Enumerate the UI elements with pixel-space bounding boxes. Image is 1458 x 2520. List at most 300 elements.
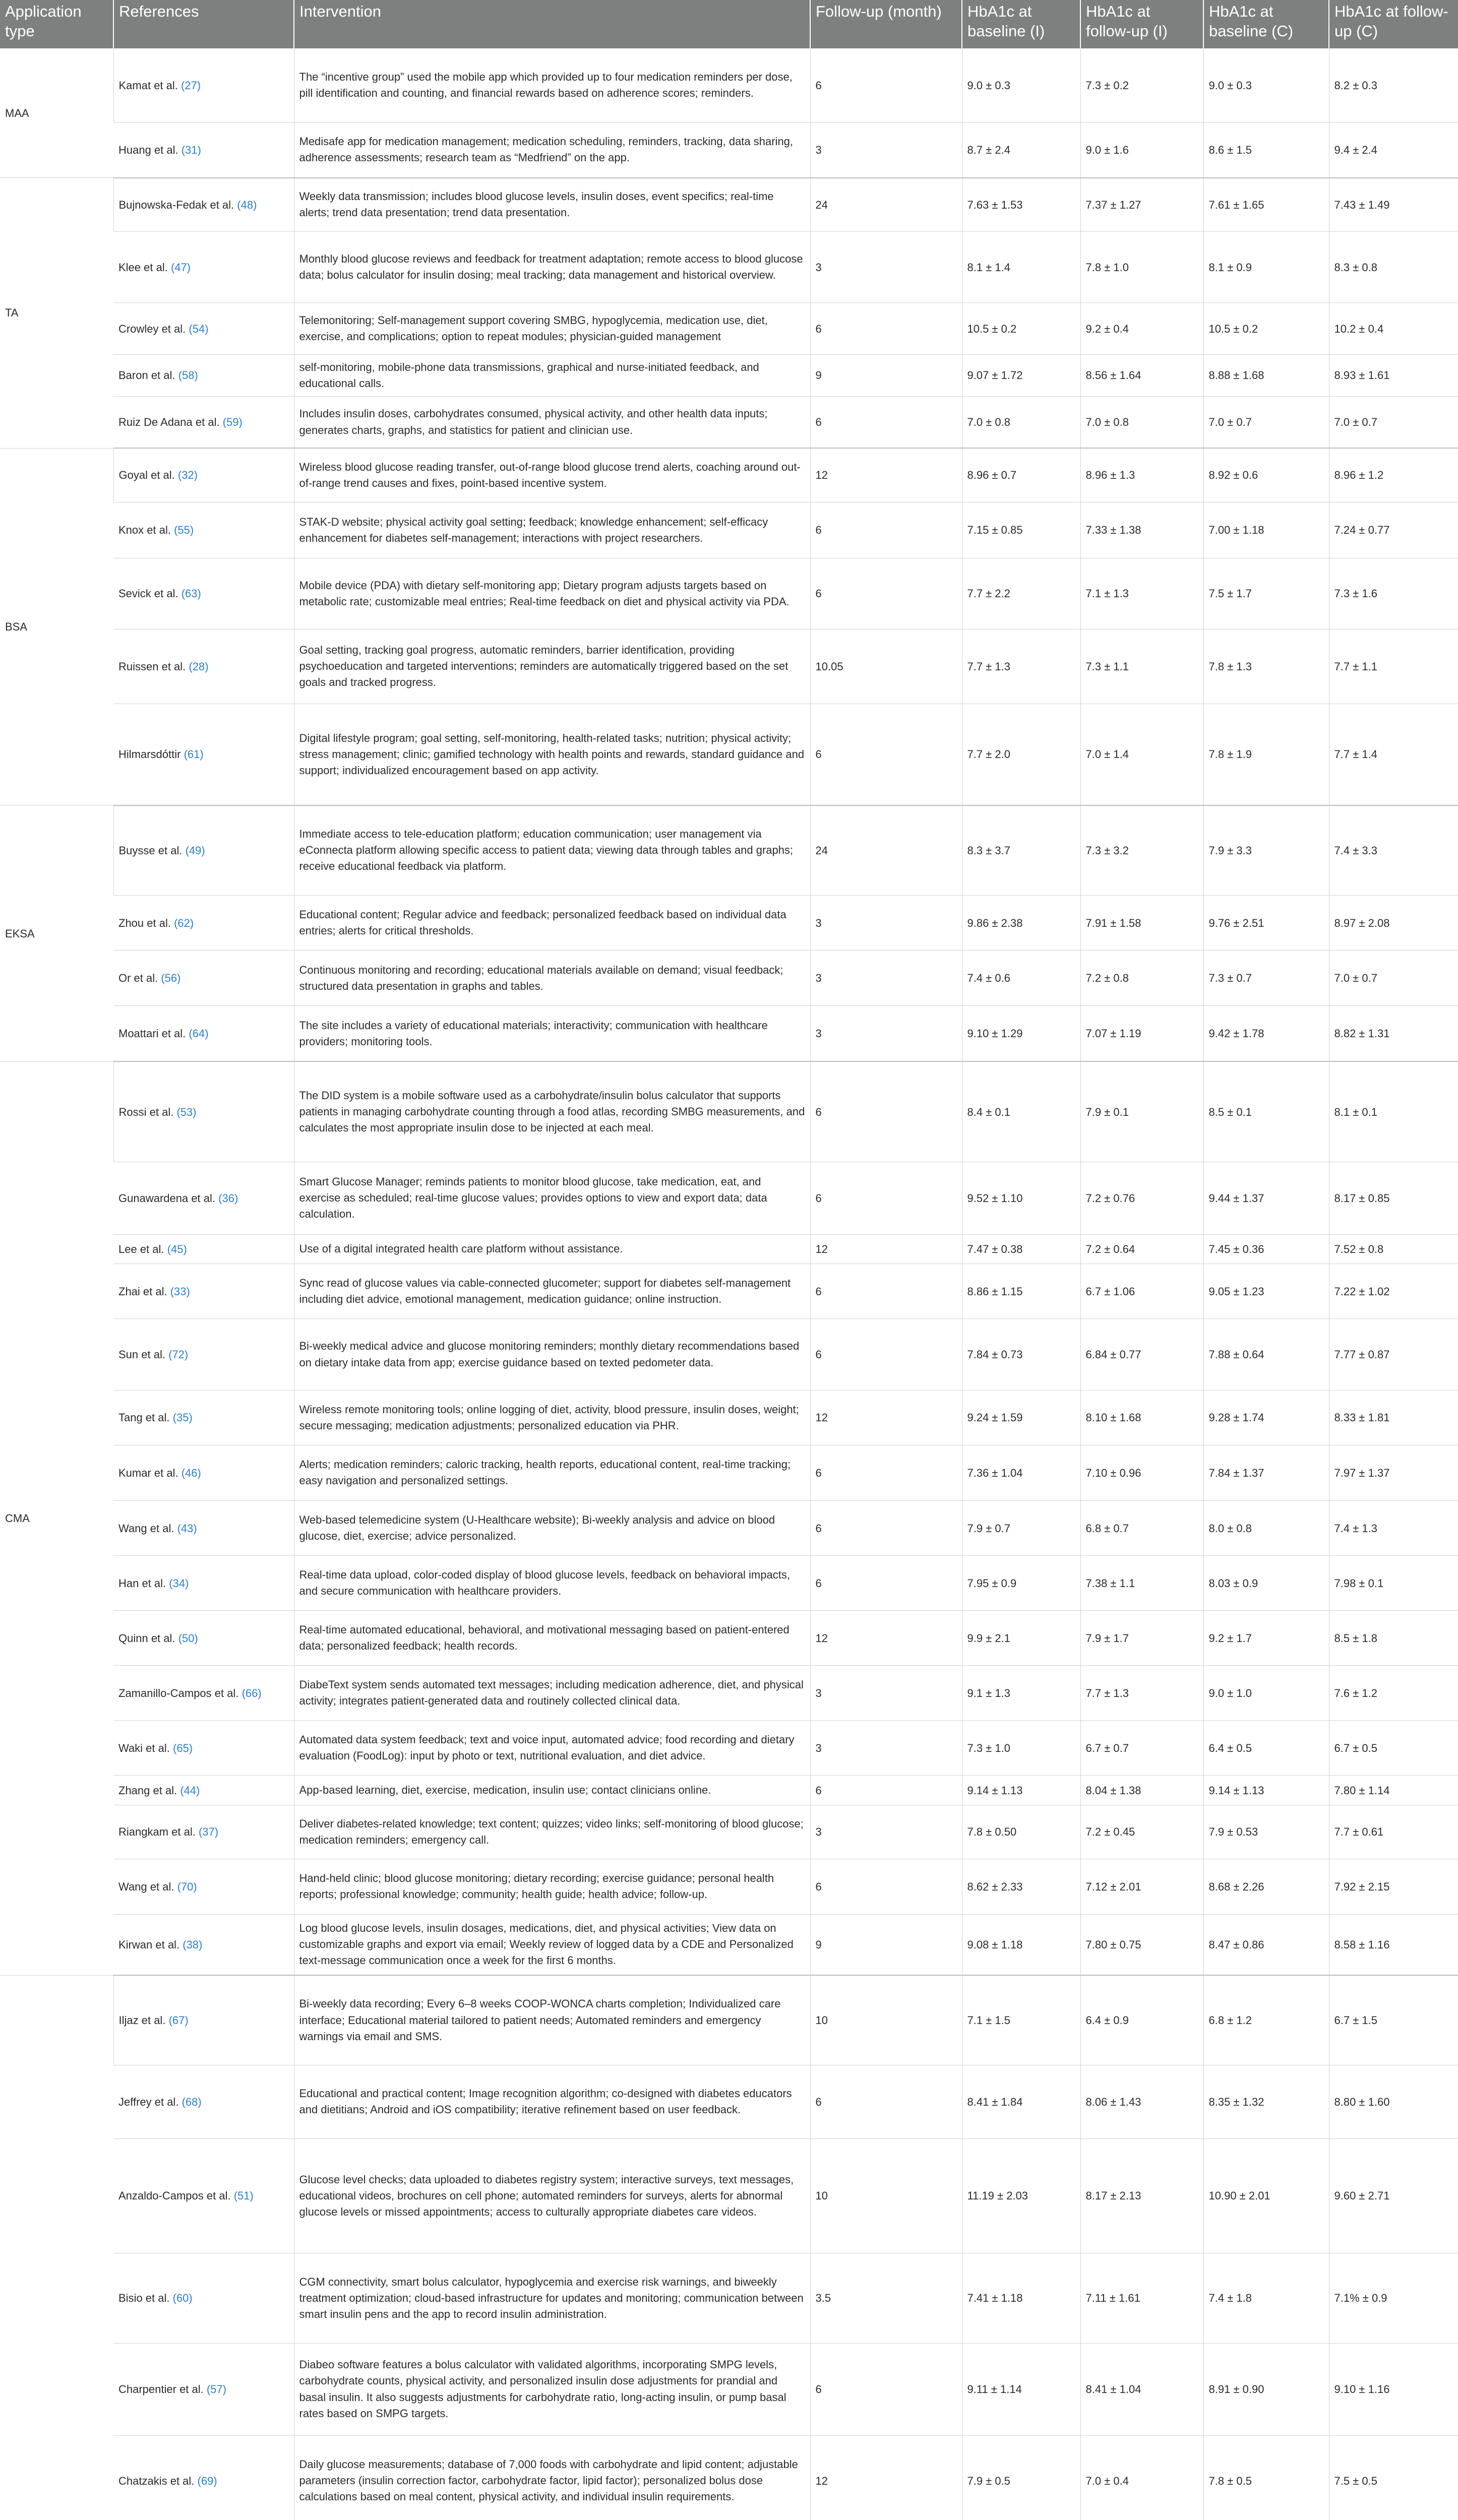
hba1c-followup-c-cell: 7.92 ± 2.15	[1329, 1859, 1458, 1914]
reference-name: Baron et al.	[118, 369, 175, 382]
table-row	[0, 2343, 1458, 2435]
table-row	[0, 2065, 1458, 2139]
application-type-cell: EKSA	[0, 805, 113, 1061]
intervention-cell: Alerts; medication reminders; caloric tracking, health reports, educational content, real-time tracking; easy navigation and personalized settings.	[294, 1445, 810, 1501]
hba1c-followup-c-cell: 7.22 ± 1.02	[1329, 1264, 1458, 1319]
hba1c-baseline-i-cell: 7.7 ± 2.0	[962, 704, 1080, 805]
hba1c-followup-i-cell: 6.8 ± 0.7	[1080, 1500, 1203, 1556]
reference-name: Riangkam et al.	[118, 1825, 196, 1839]
follow-up-cell: 6	[810, 2343, 962, 2435]
reference-number: (61)	[184, 748, 204, 761]
application-type-cell: TA	[0, 178, 113, 449]
hba1c-baseline-c-cell: 8.03 ± 0.9	[1203, 1556, 1329, 1610]
follow-up-cell: 12	[810, 1234, 962, 1264]
reference-name: Hilmarsdóttir	[118, 748, 181, 761]
hba1c-followup-i-cell: 8.41 ± 1.04	[1080, 2343, 1203, 2435]
hba1c-baseline-i-cell: 8.41 ± 1.84	[962, 2065, 1080, 2139]
hba1c-baseline-c-cell: 7.9 ± 3.3	[1203, 805, 1329, 895]
hba1c-followup-c-cell: 8.17 ± 0.85	[1329, 1162, 1458, 1234]
hba1c-baseline-c-cell: 9.0 ± 0.3	[1203, 48, 1329, 122]
hba1c-followup-c-cell: 7.4 ± 1.3	[1329, 1500, 1458, 1556]
hba1c-followup-i-cell: 7.12 ± 2.01	[1080, 1859, 1203, 1914]
application-type-cell: BSA	[0, 448, 113, 805]
reference-name: Crowley et al.	[118, 322, 186, 335]
hba1c-followup-c-cell: 8.80 ± 1.60	[1329, 2065, 1458, 2139]
reference-cell	[113, 1859, 294, 1914]
reference-number: (55)	[174, 524, 194, 537]
header-hba1c-baseline-c: HbA1c at baseline (C)	[1203, 0, 1329, 48]
hba1c-followup-c-cell: 7.0 ± 0.7	[1329, 396, 1458, 448]
hba1c-followup-i-cell: 8.96 ± 1.3	[1080, 448, 1203, 502]
reference-cell	[113, 1445, 294, 1501]
reference-name: Huang et al.	[118, 143, 178, 156]
hba1c-baseline-c-cell: 8.5 ± 0.1	[1203, 1061, 1329, 1162]
follow-up-cell: 3	[810, 1720, 962, 1776]
intervention-cell: Real-time automated educational, behavioral, and motivational messaging based on patient-entered data; personalized feedback; health records.	[294, 1610, 810, 1666]
hba1c-followup-i-cell: 7.0 ± 0.4	[1080, 2435, 1203, 2520]
hba1c-baseline-c-cell: 9.05 ± 1.23	[1203, 1264, 1329, 1319]
header-hba1c-followup-c: HbA1c at follow-up (C)	[1329, 0, 1458, 48]
hba1c-baseline-i-cell: 7.15 ± 0.85	[962, 502, 1080, 558]
table-row	[0, 232, 1458, 303]
reference-cell	[113, 448, 294, 502]
reference-cell	[113, 1610, 294, 1666]
reference-name: Iljaz et al.	[118, 2014, 166, 2027]
reference-cell	[113, 396, 294, 448]
hba1c-baseline-c-cell: 9.42 ± 1.78	[1203, 1006, 1329, 1062]
reference-cell	[113, 951, 294, 1006]
reference-cell	[113, 2435, 294, 2520]
follow-up-cell: 3	[810, 1805, 962, 1859]
reference-cell	[113, 629, 294, 704]
hba1c-baseline-c-cell: 8.0 ± 0.8	[1203, 1500, 1329, 1556]
follow-up-cell: 6	[810, 1776, 962, 1805]
table-row	[0, 1776, 1458, 1805]
intervention-cell: DiabeText system sends automated text messages; including medication adherence, diet, and physical activity; integrates patient-generated data and routinely collected clinical data.	[294, 1666, 810, 1720]
follow-up-cell: 9	[810, 1914, 962, 1975]
intervention-cell: Goal setting, tracking goal progress, automatic reminders, barrier identification, providing psychoeducation and targeted interventions; reminders are automatically triggered based on the set goals and tracked progress.	[294, 629, 810, 704]
reference-cell	[113, 303, 294, 355]
hba1c-baseline-c-cell: 6.4 ± 0.5	[1203, 1720, 1329, 1776]
reference-name: Or et al.	[118, 972, 158, 985]
hba1c-followup-i-cell: 7.8 ± 1.0	[1080, 232, 1203, 303]
hba1c-baseline-c-cell: 8.68 ± 2.26	[1203, 1859, 1329, 1914]
reference-cell	[113, 122, 294, 178]
table-row	[0, 178, 1458, 232]
hba1c-baseline-c-cell: 9.44 ± 1.37	[1203, 1162, 1329, 1234]
table-row	[0, 1914, 1458, 1975]
hba1c-followup-c-cell: 8.82 ± 1.31	[1329, 1006, 1458, 1062]
reference-cell	[113, 1776, 294, 1805]
follow-up-cell: 12	[810, 448, 962, 502]
reference-name: Anzaldo-Campos et al.	[118, 2189, 231, 2202]
hba1c-followup-i-cell: 7.11 ± 1.61	[1080, 2253, 1203, 2343]
reference-number: (64)	[189, 1027, 209, 1040]
reference-number: (35)	[172, 1411, 193, 1424]
hba1c-followup-c-cell: 6.7 ± 0.5	[1329, 1720, 1458, 1776]
hba1c-followup-c-cell: 8.2 ± 0.3	[1329, 48, 1458, 122]
reference-number: (46)	[181, 1466, 201, 1479]
reference-cell	[113, 1006, 294, 1062]
intervention-cell: self-monitoring, mobile-phone data transmissions, graphical and nurse-initiated feedback, and educational calls.	[294, 354, 810, 396]
hba1c-followup-c-cell: 7.43 ± 1.49	[1329, 178, 1458, 232]
hba1c-followup-i-cell: 8.10 ± 1.68	[1080, 1390, 1203, 1445]
hba1c-baseline-i-cell: 9.86 ± 2.38	[962, 895, 1080, 951]
follow-up-cell: 6	[810, 2065, 962, 2139]
hba1c-baseline-i-cell: 8.86 ± 1.15	[962, 1264, 1080, 1319]
hba1c-followup-c-cell: 8.33 ± 1.81	[1329, 1390, 1458, 1445]
reference-cell	[113, 2065, 294, 2139]
reference-number: (27)	[181, 79, 201, 92]
hba1c-followup-c-cell: 8.93 ± 1.61	[1329, 354, 1458, 396]
hba1c-baseline-i-cell: 7.47 ± 0.38	[962, 1234, 1080, 1264]
table-row	[0, 704, 1458, 805]
follow-up-cell: 3.5	[810, 2253, 962, 2343]
table-row	[0, 1061, 1458, 1162]
reference-number: (67)	[168, 2014, 189, 2027]
intervention-cell: Immediate access to tele-education platform; education communication; user management via eConnecta platform allowing specific access to patient data; viewing data through tables and graphs; receive educational feedback via platform.	[294, 805, 810, 895]
follow-up-cell: 6	[810, 303, 962, 355]
hba1c-baseline-c-cell: 10.5 ± 0.2	[1203, 303, 1329, 355]
intervention-cell: Digital lifestyle program; goal setting, self-monitoring, health-related tasks; nutrition; physical activity; stress management; clinic; gamified technology with health points and rewards, standard guidance and support; individualized encouragement based on app activity.	[294, 704, 810, 805]
hba1c-followup-i-cell: 7.10 ± 0.96	[1080, 1445, 1203, 1501]
reference-number: (65)	[173, 1741, 193, 1754]
reference-name: Rossi et al.	[118, 1105, 174, 1118]
table-row	[0, 1390, 1458, 1445]
reference-number: (59)	[222, 416, 242, 429]
follow-up-cell: 6	[810, 1556, 962, 1610]
reference-cell	[113, 354, 294, 396]
reference-name: Bisio et al.	[118, 2292, 170, 2305]
application-type-cell	[0, 1975, 113, 2520]
reference-cell	[113, 1264, 294, 1319]
hba1c-followup-c-cell: 8.96 ± 1.2	[1329, 448, 1458, 502]
hba1c-baseline-c-cell: 7.8 ± 1.3	[1203, 629, 1329, 704]
reference-number: (33)	[170, 1285, 190, 1298]
application-type-cell: CMA	[0, 1061, 113, 1975]
follow-up-cell: 6	[810, 558, 962, 629]
reference-number: (56)	[161, 972, 181, 985]
hba1c-baseline-c-cell: 7.8 ± 0.5	[1203, 2435, 1329, 2520]
follow-up-cell: 3	[810, 122, 962, 178]
follow-up-cell: 3	[810, 951, 962, 1006]
table-row	[0, 1319, 1458, 1390]
table-row	[0, 2253, 1458, 2343]
follow-up-cell: 6	[810, 1445, 962, 1501]
hba1c-baseline-c-cell: 8.35 ± 1.32	[1203, 2065, 1329, 2139]
intervention-cell: Includes insulin doses, carbohydrates consumed, physical activity, and other health data inputs; generates charts, graphs, and statistics for patient and clinician use.	[294, 396, 810, 448]
hba1c-baseline-c-cell: 7.9 ± 0.53	[1203, 1805, 1329, 1859]
hba1c-baseline-c-cell: 9.14 ± 1.13	[1203, 1776, 1329, 1805]
hba1c-baseline-i-cell: 9.10 ± 1.29	[962, 1006, 1080, 1062]
table-row	[0, 951, 1458, 1006]
follow-up-cell: 24	[810, 178, 962, 232]
hba1c-baseline-i-cell: 8.3 ± 3.7	[962, 805, 1080, 895]
reference-cell	[113, 1234, 294, 1264]
hba1c-baseline-i-cell: 8.62 ± 2.33	[962, 1859, 1080, 1914]
reference-number: (53)	[176, 1105, 197, 1118]
intervention-cell: Weekly data transmission; includes blood glucose levels, insulin doses, event specifics; real-time alerts; trend data presentation; trend data presentation.	[294, 178, 810, 232]
reference-number: (38)	[183, 1938, 203, 1951]
hba1c-followup-i-cell: 7.91 ± 1.58	[1080, 895, 1203, 951]
hba1c-followup-i-cell: 7.9 ± 1.7	[1080, 1610, 1203, 1666]
reference-cell	[113, 895, 294, 951]
hba1c-followup-c-cell: 6.7 ± 1.5	[1329, 1975, 1458, 2065]
hba1c-followup-i-cell: 7.1 ± 1.3	[1080, 558, 1203, 629]
hba1c-followup-c-cell: 7.24 ± 0.77	[1329, 502, 1458, 558]
hba1c-followup-c-cell: 7.5 ± 0.5	[1329, 2435, 1458, 2520]
table-row	[0, 1610, 1458, 1666]
hba1c-baseline-c-cell: 7.8 ± 1.9	[1203, 704, 1329, 805]
table-row	[0, 2138, 1458, 2253]
reference-name: Wang et al.	[118, 1522, 174, 1535]
hba1c-followup-i-cell: 7.2 ± 0.76	[1080, 1162, 1203, 1234]
intervention-cell: Smart Glucose Manager; reminds patients to monitor blood glucose, take medication, eat, and exercise as scheduled; real-time glucose values; provides options to view and export data; data calculation.	[294, 1162, 810, 1234]
reference-number: (72)	[168, 1348, 189, 1361]
hba1c-baseline-c-cell: 8.47 ± 0.86	[1203, 1914, 1329, 1975]
reference-number: (69)	[197, 2474, 217, 2487]
hba1c-baseline-c-cell: 10.90 ± 2.01	[1203, 2138, 1329, 2253]
follow-up-cell: 3	[810, 895, 962, 951]
hba1c-followup-c-cell: 7.98 ± 0.1	[1329, 1556, 1458, 1610]
header-row	[0, 0, 1458, 48]
reference-cell	[113, 1162, 294, 1234]
reference-number: (51)	[233, 2189, 254, 2202]
intervention-cell: STAK-D website; physical activity goal setting; feedback; knowledge enhancement; self-efficacy enhancement for diabetes self-management; interactions with project researchers.	[294, 502, 810, 558]
reference-name: Jeffrey et al.	[118, 2095, 179, 2108]
table-row	[0, 805, 1458, 895]
intervention-cell: Use of a digital integrated health care platform without assistance.	[294, 1234, 810, 1264]
follow-up-cell: 12	[810, 1390, 962, 1445]
intervention-cell: Deliver diabetes-related knowledge; text content; quizzes; video links; self-monitoring of blood glucose; medication reminders; emergency call.	[294, 1805, 810, 1859]
reference-number: (32)	[177, 469, 198, 482]
reference-name: Ruissen et al.	[118, 660, 186, 673]
follow-up-cell: 6	[810, 1061, 962, 1162]
hba1c-followup-c-cell: 9.4 ± 2.4	[1329, 122, 1458, 178]
hba1c-followup-c-cell: 8.97 ± 2.08	[1329, 895, 1458, 951]
table-row	[0, 1975, 1458, 2065]
hba1c-followup-i-cell: 7.0 ± 0.8	[1080, 396, 1203, 448]
hba1c-baseline-i-cell: 8.4 ± 0.1	[962, 1061, 1080, 1162]
reference-number: (57)	[206, 2383, 227, 2396]
hba1c-baseline-c-cell: 7.0 ± 0.7	[1203, 396, 1329, 448]
hba1c-followup-c-cell: 7.77 ± 0.87	[1329, 1319, 1458, 1390]
hba1c-baseline-i-cell: 9.14 ± 1.13	[962, 1776, 1080, 1805]
table-row	[0, 1234, 1458, 1264]
hba1c-followup-c-cell: 8.1 ± 0.1	[1329, 1061, 1458, 1162]
table-row	[0, 558, 1458, 629]
reference-number: (31)	[181, 143, 201, 156]
hba1c-baseline-i-cell: 9.08 ± 1.18	[962, 1914, 1080, 1975]
hba1c-baseline-c-cell: 7.61 ± 1.65	[1203, 178, 1329, 232]
follow-up-cell: 9	[810, 354, 962, 396]
reference-number: (70)	[177, 1880, 197, 1893]
hba1c-followup-i-cell: 7.3 ± 1.1	[1080, 629, 1203, 704]
intervention-cell: The DID system is a mobile software used as a carbohydrate/insulin bolus calculator that supports patients in managing carbohydrate counting through a food atlas, recording SMBG measurements, and calculates the most appropriate insulin dose to be injected at each meal.	[294, 1061, 810, 1162]
table-row	[0, 1805, 1458, 1859]
reference-cell	[113, 1720, 294, 1776]
intervention-cell: Educational and practical content; Image recognition algorithm; co-designed with diabetes educators and dietitians; Android and iOS compatibility; iterative refinement based on user feedback.	[294, 2065, 810, 2139]
hba1c-followup-c-cell: 7.6 ± 1.2	[1329, 1666, 1458, 1720]
hba1c-baseline-i-cell: 7.63 ± 1.53	[962, 178, 1080, 232]
reference-cell	[113, 1500, 294, 1556]
reference-number: (47)	[170, 261, 191, 274]
reference-name: Kirwan et al.	[118, 1938, 180, 1951]
reference-number: (54)	[189, 322, 209, 335]
intervention-cell: Mobile device (PDA) with dietary self-monitoring app; Dietary program adjusts targets based on metabolic rate; customizable meal entries; Real-time feedback on diet and physical activity via PDA.	[294, 558, 810, 629]
hba1c-followup-i-cell: 7.37 ± 1.27	[1080, 178, 1203, 232]
follow-up-cell: 24	[810, 805, 962, 895]
hba1c-baseline-i-cell: 7.7 ± 1.3	[962, 629, 1080, 704]
reference-number: (43)	[177, 1522, 197, 1535]
table-row	[0, 354, 1458, 396]
follow-up-cell: 6	[810, 502, 962, 558]
intervention-cell: Daily glucose measurements; database of 7,000 foods with carbohydrate and lipid content; adjustable parameters (insulin correction factor, carbohydrate factor, lipid factor); personalized bolus dose calculations based on meal content, physical activity, and individual insulin requirements.	[294, 2435, 810, 2520]
follow-up-cell: 6	[810, 1500, 962, 1556]
intervention-cell: CGM connectivity, smart bolus calculator, hypoglycemia and exercise risk warnings, and biweekly treatment optimization; cloud-based infrastructure for updates and monitoring; communication between smart insulin pens and the app to record insulin administration.	[294, 2253, 810, 2343]
hba1c-baseline-i-cell: 7.9 ± 0.7	[962, 1500, 1080, 1556]
reference-number: (50)	[178, 1631, 198, 1645]
header-application-type: Application type	[0, 0, 113, 48]
reference-cell	[113, 805, 294, 895]
header-references: References	[113, 0, 294, 48]
hba1c-followup-c-cell: 7.0 ± 0.7	[1329, 951, 1458, 1006]
hba1c-baseline-i-cell: 7.0 ± 0.8	[962, 396, 1080, 448]
hba1c-baseline-i-cell: 7.7 ± 2.2	[962, 558, 1080, 629]
hba1c-followup-i-cell: 6.84 ± 0.77	[1080, 1319, 1203, 1390]
hba1c-baseline-i-cell: 7.4 ± 0.6	[962, 951, 1080, 1006]
follow-up-cell: 3	[810, 1006, 962, 1062]
table-row	[0, 629, 1458, 704]
hba1c-baseline-c-cell: 9.0 ± 1.0	[1203, 1666, 1329, 1720]
reference-cell	[113, 178, 294, 232]
hba1c-followup-c-cell: 7.4 ± 3.3	[1329, 805, 1458, 895]
table-row	[0, 2435, 1458, 2520]
reference-cell	[113, 558, 294, 629]
hba1c-followup-i-cell: 8.06 ± 1.43	[1080, 2065, 1203, 2139]
intervention-cell: Medisafe app for medication management; medication scheduling, reminders, tracking, data sharing, adherence assessments; research team as “Medfriend” on the app.	[294, 122, 810, 178]
hba1c-followup-i-cell: 7.2 ± 0.8	[1080, 951, 1203, 1006]
reference-name: Kamat et al.	[118, 79, 178, 92]
reference-number: (68)	[181, 2095, 202, 2108]
hba1c-baseline-i-cell: 8.1 ± 1.4	[962, 232, 1080, 303]
reference-name: Sun et al.	[118, 1348, 165, 1361]
reference-cell	[113, 1390, 294, 1445]
reference-name: Knox et al.	[118, 524, 171, 537]
intervention-cell: Sync read of glucose values via cable-connected glucometer; support for diabetes self-management including diet advice, emotional management, medication guidance; online instruction.	[294, 1264, 810, 1319]
hba1c-followup-i-cell: 9.2 ± 0.4	[1080, 303, 1203, 355]
hba1c-baseline-i-cell: 9.24 ± 1.59	[962, 1390, 1080, 1445]
table-row	[0, 1264, 1458, 1319]
reference-cell	[113, 48, 294, 122]
reference-number: (63)	[181, 587, 201, 600]
reference-name: Han et al.	[118, 1577, 166, 1590]
reference-cell	[113, 1975, 294, 2065]
hba1c-followup-c-cell: 7.52 ± 0.8	[1329, 1234, 1458, 1264]
follow-up-cell: 6	[810, 1859, 962, 1914]
reference-number: (49)	[185, 844, 205, 857]
hba1c-baseline-c-cell: 9.2 ± 1.7	[1203, 1610, 1329, 1666]
reference-name: Zamanillo-Campos et al.	[118, 1686, 239, 1699]
follow-up-cell: 6	[810, 1264, 962, 1319]
hba1c-followup-c-cell: 8.3 ± 0.8	[1329, 232, 1458, 303]
table-row	[0, 448, 1458, 502]
reference-name: Quinn et al.	[118, 1631, 175, 1645]
hba1c-followup-i-cell: 9.0 ± 1.6	[1080, 122, 1203, 178]
follow-up-cell: 3	[810, 1666, 962, 1720]
hba1c-baseline-i-cell: 8.7 ± 2.4	[962, 122, 1080, 178]
reference-name: Wang et al.	[118, 1880, 174, 1893]
reference-name: Zhai et al.	[118, 1285, 167, 1298]
intervention-cell: Hand-held clinic; blood glucose monitoring; dietary recording; exercise guidance; personal health reports; professional knowledge; community; health guide; health advice; follow-up.	[294, 1859, 810, 1914]
hba1c-followup-i-cell: 7.2 ± 0.45	[1080, 1805, 1203, 1859]
follow-up-cell: 12	[810, 2435, 962, 2520]
follow-up-cell: 12	[810, 1610, 962, 1666]
follow-up-cell: 3	[810, 232, 962, 303]
table-row	[0, 1500, 1458, 1556]
hba1c-baseline-c-cell: 9.28 ± 1.74	[1203, 1390, 1329, 1445]
reference-number: (34)	[169, 1577, 189, 1590]
hba1c-baseline-c-cell: 8.88 ± 1.68	[1203, 354, 1329, 396]
hba1c-followup-i-cell: 7.3 ± 0.2	[1080, 48, 1203, 122]
application-type-cell: MAA	[0, 48, 113, 178]
hba1c-baseline-c-cell: 7.4 ± 1.8	[1203, 2253, 1329, 2343]
reference-name: Ruiz De Adana et al.	[118, 416, 220, 429]
hba1c-followup-c-cell: 9.10 ± 1.16	[1329, 2343, 1458, 2435]
hba1c-followup-c-cell: 7.80 ± 1.14	[1329, 1776, 1458, 1805]
hba1c-followup-i-cell: 8.56 ± 1.64	[1080, 354, 1203, 396]
table-row	[0, 48, 1458, 122]
reference-cell	[113, 2343, 294, 2435]
hba1c-baseline-i-cell: 9.0 ± 0.3	[962, 48, 1080, 122]
reference-number: (44)	[180, 1784, 200, 1797]
hba1c-followup-i-cell: 7.9 ± 0.1	[1080, 1061, 1203, 1162]
reference-name: Waki et al.	[118, 1741, 170, 1754]
hba1c-baseline-c-cell: 7.45 ± 0.36	[1203, 1234, 1329, 1264]
table-row	[0, 895, 1458, 951]
hba1c-baseline-c-cell: 9.76 ± 2.51	[1203, 895, 1329, 951]
reference-name: Sevick et al.	[118, 587, 178, 600]
intervention-cell: The “incentive group” used the mobile app which provided up to four medication reminders per dose, pill identification and counting, and financial rewards based on adherence scores; reminders.	[294, 48, 810, 122]
table-row	[0, 1445, 1458, 1501]
hba1c-baseline-i-cell: 7.95 ± 0.9	[962, 1556, 1080, 1610]
reference-number: (58)	[178, 369, 198, 382]
intervention-cell: Real-time data upload, color-coded display of blood glucose levels, feedback on behavioral impacts, and secure communication with healthcare providers.	[294, 1556, 810, 1610]
reference-name: Klee et al.	[118, 261, 168, 274]
reference-name: Lee et al.	[118, 1242, 164, 1255]
reference-number: (45)	[167, 1242, 187, 1255]
reference-name: Buysse et al.	[118, 844, 183, 857]
reference-number: (37)	[198, 1825, 219, 1839]
hba1c-baseline-c-cell: 8.1 ± 0.9	[1203, 232, 1329, 303]
intervention-cell: Bi-weekly data recording; Every 6–8 weeks COOP-WONCA charts completion; Individualized care interface; Educational material tailored to patient needs; Automated reminders and emergency warnings via email and SMS.	[294, 1975, 810, 2065]
hba1c-baseline-i-cell: 10.5 ± 0.2	[962, 303, 1080, 355]
hba1c-followup-i-cell: 7.3 ± 3.2	[1080, 805, 1203, 895]
intervention-cell: Wireless blood glucose reading transfer, out-of-range blood glucose trend alerts, coaching around out-of-range trend causes and fixes, point-based incentive system.	[294, 448, 810, 502]
follow-up-cell: 6	[810, 1319, 962, 1390]
intervention-cell: App-based learning, diet, exercise, medication, insulin use; contact clinicians online.	[294, 1776, 810, 1805]
reference-name: Kumar et al.	[118, 1466, 178, 1479]
reference-number: (48)	[237, 198, 257, 211]
intervention-cell: Log blood glucose levels, insulin dosages, medications, diet, and physical activities; View data on customizable graphs and export via email; Weekly review of logged data by a CDE and Personalized text-message communication once a week for the first 6 months.	[294, 1914, 810, 1975]
reference-name: Tang et al.	[118, 1411, 170, 1424]
hba1c-followup-i-cell: 6.7 ± 1.06	[1080, 1264, 1203, 1319]
reference-name: Zhou et al.	[118, 916, 171, 929]
reference-cell	[113, 1556, 294, 1610]
reference-cell	[113, 1666, 294, 1720]
hba1c-followup-i-cell: 7.33 ± 1.38	[1080, 502, 1203, 558]
hba1c-followup-c-cell: 7.7 ± 1.4	[1329, 704, 1458, 805]
